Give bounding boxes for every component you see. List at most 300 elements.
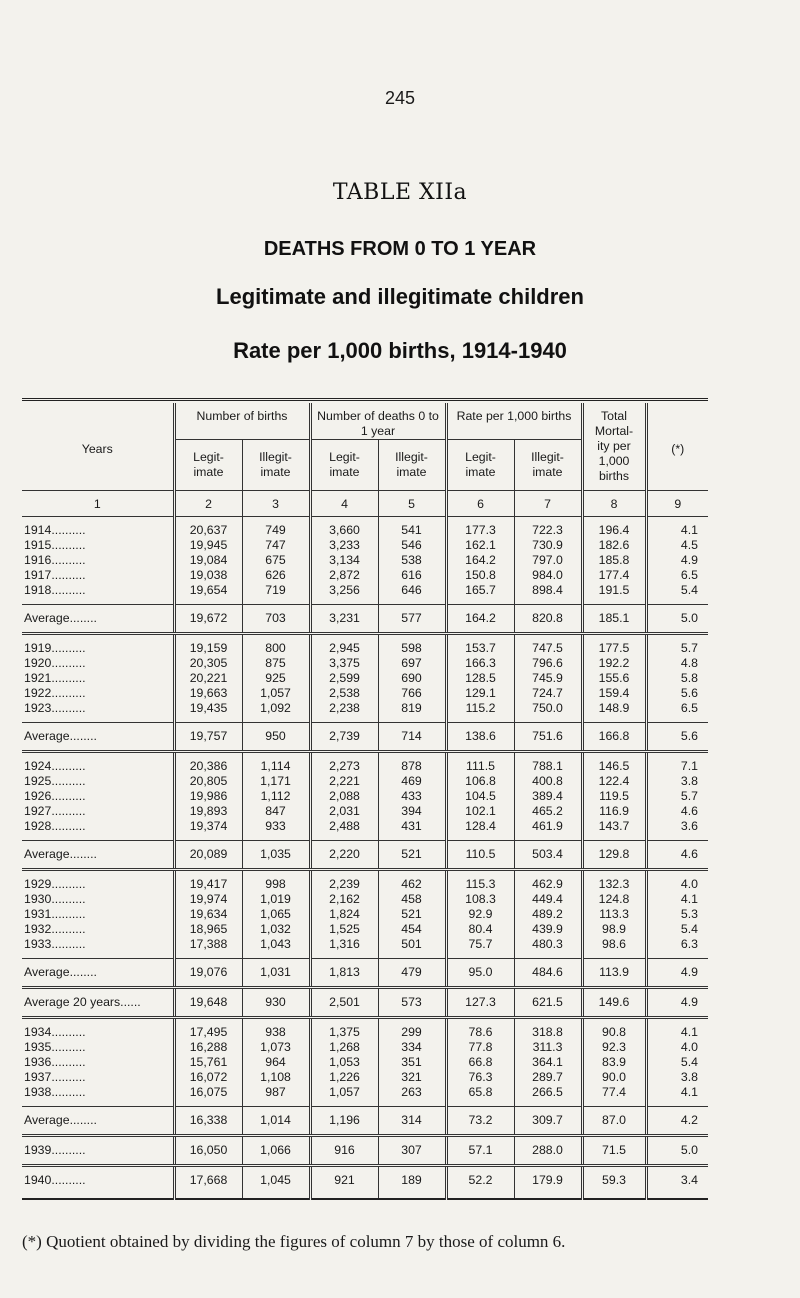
table-cell: 90.0 xyxy=(582,1070,646,1085)
header-quotient: (*) xyxy=(646,403,708,491)
table-cell: 4.5 xyxy=(646,538,708,553)
table-cell: 3.4 xyxy=(646,1166,708,1200)
table-cell: 77.4 xyxy=(582,1085,646,1107)
table-cell: 124.8 xyxy=(582,892,646,907)
table-cell: 916 xyxy=(310,1136,378,1166)
table-cell: 113.3 xyxy=(582,907,646,922)
table-row xyxy=(22,1070,708,1085)
table-cell: 1,226 xyxy=(310,1070,378,1085)
table-subtitle: DEATHS FROM 0 TO 1 YEAR xyxy=(263,238,537,260)
table-cell: 1,375 xyxy=(310,1018,378,1041)
column-number: 7 xyxy=(514,491,582,517)
table-cell: 1,824 xyxy=(310,907,378,922)
table-cell: 1,035 xyxy=(242,841,310,870)
table-cell: 78.6 xyxy=(446,1018,514,1041)
table-cell: 439.9 xyxy=(514,922,582,937)
table-cell: 6.3 xyxy=(646,937,708,959)
table-cell: 745.9 xyxy=(514,671,582,686)
table-cell: 796.6 xyxy=(514,656,582,671)
table-cell: 6.5 xyxy=(646,568,708,583)
table-cell: 449.4 xyxy=(514,892,582,907)
table-row xyxy=(22,656,708,671)
header-deaths: Number of deaths 0 to 1 year xyxy=(310,403,446,440)
table-cell: 16,288 xyxy=(174,1040,242,1055)
table-cell: 5.4 xyxy=(646,583,708,605)
table-cell: 4.9 xyxy=(646,988,708,1018)
row-label: 1932.......... xyxy=(24,922,86,936)
table-cell: 1,031 xyxy=(242,959,310,988)
table-cell: 431 xyxy=(378,819,446,841)
table-cell: 17,388 xyxy=(174,937,242,959)
table-cell: 1,014 xyxy=(242,1107,310,1136)
table-cell: 19,417 xyxy=(174,870,242,893)
table-cell: 1,525 xyxy=(310,922,378,937)
table-cell: 299 xyxy=(378,1018,446,1041)
table-cell: 546 xyxy=(378,538,446,553)
table-cell: 950 xyxy=(242,723,310,752)
table-cell: 2,220 xyxy=(310,841,378,870)
table-subtitle-2: Legitimate and illegitimate children xyxy=(216,284,584,309)
table-cell: 875 xyxy=(242,656,310,671)
table-cell: 185.8 xyxy=(582,553,646,568)
table-cell: 577 xyxy=(378,605,446,634)
table-cell: 2,488 xyxy=(310,819,378,841)
table-cell: 92.9 xyxy=(446,907,514,922)
table-cell: 57.1 xyxy=(446,1136,514,1166)
table-cell: 503.4 xyxy=(514,841,582,870)
table-cell: 2,088 xyxy=(310,789,378,804)
table-cell: 77.8 xyxy=(446,1040,514,1055)
table-row xyxy=(22,892,708,907)
table-cell: 20,386 xyxy=(174,752,242,775)
column-number: 1 xyxy=(22,491,174,517)
table-row xyxy=(22,686,708,701)
column-number: 5 xyxy=(378,491,446,517)
row-label: 1915.......... xyxy=(24,538,86,552)
table-cell: 646 xyxy=(378,583,446,605)
table-row xyxy=(22,1040,708,1055)
table-cell: 747 xyxy=(242,538,310,553)
table-cell: 16,075 xyxy=(174,1085,242,1107)
table-cell: 1,108 xyxy=(242,1070,310,1085)
table-cell: 98.6 xyxy=(582,937,646,959)
table-cell: 115.3 xyxy=(446,870,514,893)
table-cell: 5.6 xyxy=(646,686,708,701)
table-cell: 930 xyxy=(242,988,310,1018)
table-cell: 162.1 xyxy=(446,538,514,553)
row-label: 1919.......... xyxy=(24,641,86,655)
table-row xyxy=(22,1166,708,1200)
table-cell: 2,501 xyxy=(310,988,378,1018)
table-cell: 166.8 xyxy=(582,723,646,752)
table-cell: 185.1 xyxy=(582,605,646,634)
table-cell: 697 xyxy=(378,656,446,671)
table-cell: 730.9 xyxy=(514,538,582,553)
table-cell: 132.3 xyxy=(582,870,646,893)
table-row xyxy=(22,819,708,841)
table-cell: 19,435 xyxy=(174,701,242,723)
table-cell: 847 xyxy=(242,804,310,819)
table-cell: 19,945 xyxy=(174,538,242,553)
table-cell: 2,273 xyxy=(310,752,378,775)
table-cell: 307 xyxy=(378,1136,446,1166)
table-cell: 2,238 xyxy=(310,701,378,723)
table-cell: 800 xyxy=(242,634,310,657)
header-deaths-legit: Legit- imate xyxy=(310,440,378,491)
header-rate: Rate per 1,000 births xyxy=(446,403,582,440)
table-row xyxy=(22,583,708,605)
table-cell: 111.5 xyxy=(446,752,514,775)
table-cell: 90.8 xyxy=(582,1018,646,1041)
table-cell: 164.2 xyxy=(446,553,514,568)
table-cell: 334 xyxy=(378,1040,446,1055)
header-total-mortality: Total Mortal- ity per 1,000 births xyxy=(582,403,646,491)
table-row xyxy=(22,1018,708,1041)
table-cell: 106.8 xyxy=(446,774,514,789)
table-cell: 119.5 xyxy=(582,789,646,804)
table-cell: 921 xyxy=(310,1166,378,1200)
average-row xyxy=(22,841,708,870)
table-cell: 2,162 xyxy=(310,892,378,907)
table-cell: 153.7 xyxy=(446,634,514,657)
table-cell: 1,268 xyxy=(310,1040,378,1055)
header-births-legit: Legit- imate xyxy=(174,440,242,491)
table-cell: 87.0 xyxy=(582,1107,646,1136)
table-cell: 76.3 xyxy=(446,1070,514,1085)
table-cell: 5.6 xyxy=(646,723,708,752)
table-cell: 714 xyxy=(378,723,446,752)
table-cell: 159.4 xyxy=(582,686,646,701)
header-years: Years xyxy=(81,442,113,456)
table-cell: 538 xyxy=(378,553,446,568)
table-cell: 1,112 xyxy=(242,789,310,804)
table-cell: 364.1 xyxy=(514,1055,582,1070)
table-cell: 263 xyxy=(378,1085,446,1107)
table-cell: 182.6 xyxy=(582,538,646,553)
table-row xyxy=(22,568,708,583)
table-cell: 4.6 xyxy=(646,841,708,870)
row-label: Average 20 years...... xyxy=(22,988,174,1018)
table-row xyxy=(22,789,708,804)
table-cell: 3,256 xyxy=(310,583,378,605)
table-cell: 898.4 xyxy=(514,583,582,605)
table-cell: 1,019 xyxy=(242,892,310,907)
row-label: 1928.......... xyxy=(24,819,86,833)
table-cell: 4.2 xyxy=(646,1107,708,1136)
table-cell: 938 xyxy=(242,1018,310,1041)
table-cell: 1,053 xyxy=(310,1055,378,1070)
column-number-row xyxy=(22,491,708,517)
header-births-illegit: Illegit- imate xyxy=(242,440,310,491)
table-cell: 4.1 xyxy=(646,892,708,907)
column-number: 2 xyxy=(174,491,242,517)
row-label: 1939.......... xyxy=(22,1136,174,1166)
table-cell: 797.0 xyxy=(514,553,582,568)
table-cell: 311.3 xyxy=(514,1040,582,1055)
row-label: 1930.......... xyxy=(24,892,86,906)
table-cell: 2,872 xyxy=(310,568,378,583)
table-cell: 19,634 xyxy=(174,907,242,922)
table-cell: 116.9 xyxy=(582,804,646,819)
average-row xyxy=(22,723,708,752)
table-cell: 314 xyxy=(378,1107,446,1136)
table-cell: 318.8 xyxy=(514,1018,582,1041)
table-cell: 19,038 xyxy=(174,568,242,583)
table-cell: 461.9 xyxy=(514,819,582,841)
table-cell: 16,050 xyxy=(174,1136,242,1166)
table-cell: 95.0 xyxy=(446,959,514,988)
table-cell: 164.2 xyxy=(446,605,514,634)
row-label: 1933.......... xyxy=(24,937,86,951)
table-cell: 17,495 xyxy=(174,1018,242,1041)
table-cell: 675 xyxy=(242,553,310,568)
table-cell: 878 xyxy=(378,752,446,775)
table-cell: 20,089 xyxy=(174,841,242,870)
row-label: 1940.......... xyxy=(22,1166,174,1200)
table-cell: 19,757 xyxy=(174,723,242,752)
header-births: Number of births xyxy=(174,403,310,440)
table-cell: 59.3 xyxy=(582,1166,646,1200)
table-cell: 65.8 xyxy=(446,1085,514,1107)
table-cell: 5.7 xyxy=(646,789,708,804)
table-cell: 17,668 xyxy=(174,1166,242,1200)
table-cell: 4.9 xyxy=(646,553,708,568)
table-cell: 484.6 xyxy=(514,959,582,988)
table-cell: 128.4 xyxy=(446,819,514,841)
table-row xyxy=(22,937,708,959)
table-cell: 5.7 xyxy=(646,634,708,657)
table-row xyxy=(22,671,708,686)
table-cell: 690 xyxy=(378,671,446,686)
row-label: 1937.......... xyxy=(24,1070,86,1084)
row-label: 1938.......... xyxy=(24,1085,86,1099)
table-row xyxy=(22,517,708,539)
table-cell: 703 xyxy=(242,605,310,634)
table-row xyxy=(22,538,708,553)
table-cell: 19,974 xyxy=(174,892,242,907)
table-cell: 149.6 xyxy=(582,988,646,1018)
column-number: 8 xyxy=(582,491,646,517)
table-cell: 465.2 xyxy=(514,804,582,819)
table-cell: 4.1 xyxy=(646,517,708,539)
table-cell: 573 xyxy=(378,988,446,1018)
table-cell: 621.5 xyxy=(514,988,582,1018)
table-cell: 433 xyxy=(378,789,446,804)
table-cell: 820.8 xyxy=(514,605,582,634)
table-cell: 138.6 xyxy=(446,723,514,752)
table-cell: 3,660 xyxy=(310,517,378,539)
table-cell: 458 xyxy=(378,892,446,907)
table-cell: 52.2 xyxy=(446,1166,514,1200)
row-label: Average........ xyxy=(22,723,174,752)
row-label: 1922.......... xyxy=(24,686,86,700)
mortality-table-container xyxy=(22,398,708,1200)
table-cell: 15,761 xyxy=(174,1055,242,1070)
table-cell: 5.3 xyxy=(646,907,708,922)
table-cell: 16,338 xyxy=(174,1107,242,1136)
table-cell: 1,073 xyxy=(242,1040,310,1055)
table-cell: 113.9 xyxy=(582,959,646,988)
table-cell: 3,375 xyxy=(310,656,378,671)
table-cell: 6.5 xyxy=(646,701,708,723)
table-cell: 2,031 xyxy=(310,804,378,819)
table-cell: 19,159 xyxy=(174,634,242,657)
table-cell: 19,672 xyxy=(174,605,242,634)
row-label: 1927.......... xyxy=(24,804,86,818)
table-cell: 400.8 xyxy=(514,774,582,789)
table-cell: 80.4 xyxy=(446,922,514,937)
table-cell: 1,092 xyxy=(242,701,310,723)
table-cell: 19,986 xyxy=(174,789,242,804)
row-label: 1918.......... xyxy=(24,583,86,597)
table-cell: 143.7 xyxy=(582,819,646,841)
table-cell: 4.1 xyxy=(646,1018,708,1041)
table-row xyxy=(22,1136,708,1166)
table-cell: 987 xyxy=(242,1085,310,1107)
table-cell: 5.0 xyxy=(646,605,708,634)
row-label: 1924.......... xyxy=(24,759,86,773)
row-label: 1914.......... xyxy=(24,523,86,537)
table-cell: 2,599 xyxy=(310,671,378,686)
table-row xyxy=(22,701,708,723)
table-cell: 1,057 xyxy=(310,1085,378,1107)
table-cell: 104.5 xyxy=(446,789,514,804)
table-row xyxy=(22,553,708,568)
row-label: Average........ xyxy=(22,841,174,870)
table-cell: 747.5 xyxy=(514,634,582,657)
table-cell: 5.8 xyxy=(646,671,708,686)
table-cell: 321 xyxy=(378,1070,446,1085)
row-label: Average........ xyxy=(22,1107,174,1136)
header-deaths-illegit: Illegit- imate xyxy=(378,440,446,491)
table-cell: 177.3 xyxy=(446,517,514,539)
table-cell: 127.3 xyxy=(446,988,514,1018)
table-cell: 3.8 xyxy=(646,774,708,789)
average-row xyxy=(22,605,708,634)
table-cell: 146.5 xyxy=(582,752,646,775)
table-row xyxy=(22,922,708,937)
table-cell: 20,805 xyxy=(174,774,242,789)
table-cell: 189 xyxy=(378,1166,446,1200)
table-row xyxy=(22,1085,708,1107)
row-label: 1929.......... xyxy=(24,877,86,891)
row-label: 1923.......... xyxy=(24,701,86,715)
row-label: 1934.......... xyxy=(24,1025,86,1039)
table-cell: 788.1 xyxy=(514,752,582,775)
table-cell: 4.0 xyxy=(646,870,708,893)
table-cell: 598 xyxy=(378,634,446,657)
page-number: 245 xyxy=(384,88,416,108)
table-cell: 108.3 xyxy=(446,892,514,907)
table-cell: 2,538 xyxy=(310,686,378,701)
table-cell: 110.5 xyxy=(446,841,514,870)
table-cell: 766 xyxy=(378,686,446,701)
table-cell: 724.7 xyxy=(514,686,582,701)
table-cell: 155.6 xyxy=(582,671,646,686)
table-cell: 73.2 xyxy=(446,1107,514,1136)
table-cell: 3,134 xyxy=(310,553,378,568)
table-cell: 129.8 xyxy=(582,841,646,870)
table-cell: 20,305 xyxy=(174,656,242,671)
table-cell: 489.2 xyxy=(514,907,582,922)
table-cell: 480.3 xyxy=(514,937,582,959)
table-cell: 7.1 xyxy=(646,752,708,775)
table-row xyxy=(22,804,708,819)
table-cell: 750.0 xyxy=(514,701,582,723)
table-cell: 722.3 xyxy=(514,517,582,539)
table-cell: 479 xyxy=(378,959,446,988)
table-cell: 71.5 xyxy=(582,1136,646,1166)
row-label: 1925.......... xyxy=(24,774,86,788)
table-cell: 177.5 xyxy=(582,634,646,657)
table-cell: 3.6 xyxy=(646,819,708,841)
table-cell: 165.7 xyxy=(446,583,514,605)
table-cell: 177.4 xyxy=(582,568,646,583)
table-cell: 266.5 xyxy=(514,1085,582,1107)
table-cell: 4.0 xyxy=(646,1040,708,1055)
row-label: Average........ xyxy=(22,959,174,988)
table-cell: 462 xyxy=(378,870,446,893)
table-cell: 2,221 xyxy=(310,774,378,789)
table-row xyxy=(22,1055,708,1070)
table-cell: 3,233 xyxy=(310,538,378,553)
table-cell: 1,196 xyxy=(310,1107,378,1136)
table-cell: 616 xyxy=(378,568,446,583)
table-cell: 1,813 xyxy=(310,959,378,988)
table-cell: 541 xyxy=(378,517,446,539)
table-cell: 4.1 xyxy=(646,1085,708,1107)
table-cell: 984.0 xyxy=(514,568,582,583)
table-cell: 115.2 xyxy=(446,701,514,723)
mortality-table xyxy=(22,398,708,1200)
table-cell: 2,945 xyxy=(310,634,378,657)
table-cell: 1,316 xyxy=(310,937,378,959)
row-label: 1917.......... xyxy=(24,568,86,582)
table-cell: 5.4 xyxy=(646,1055,708,1070)
table-cell: 19,076 xyxy=(174,959,242,988)
table-cell: 751.6 xyxy=(514,723,582,752)
table-cell: 122.4 xyxy=(582,774,646,789)
table-cell: 179.9 xyxy=(514,1166,582,1200)
table-cell: 389.4 xyxy=(514,789,582,804)
table-cell: 462.9 xyxy=(514,870,582,893)
table-cell: 166.3 xyxy=(446,656,514,671)
table-cell: 309.7 xyxy=(514,1107,582,1136)
table-cell: 4.9 xyxy=(646,959,708,988)
table-cell: 1,045 xyxy=(242,1166,310,1200)
table-cell: 2,739 xyxy=(310,723,378,752)
column-number: 3 xyxy=(242,491,310,517)
table-cell: 102.1 xyxy=(446,804,514,819)
table-cell: 19,374 xyxy=(174,819,242,841)
table-cell: 819 xyxy=(378,701,446,723)
table-row xyxy=(22,634,708,657)
table-cell: 394 xyxy=(378,804,446,819)
table-cell: 5.4 xyxy=(646,922,708,937)
table-row xyxy=(22,907,708,922)
column-number: 4 xyxy=(310,491,378,517)
table-cell: 4.8 xyxy=(646,656,708,671)
table-cell: 19,663 xyxy=(174,686,242,701)
row-label: 1926.......... xyxy=(24,789,86,803)
table-cell: 289.7 xyxy=(514,1070,582,1085)
table-cell: 501 xyxy=(378,937,446,959)
row-label: 1921.......... xyxy=(24,671,86,685)
table-subtitle-3: Rate per 1,000 births, 1914-1940 xyxy=(233,338,567,363)
table-title: TABLE XIIa xyxy=(332,180,468,205)
table-cell: 454 xyxy=(378,922,446,937)
table-row xyxy=(22,752,708,775)
